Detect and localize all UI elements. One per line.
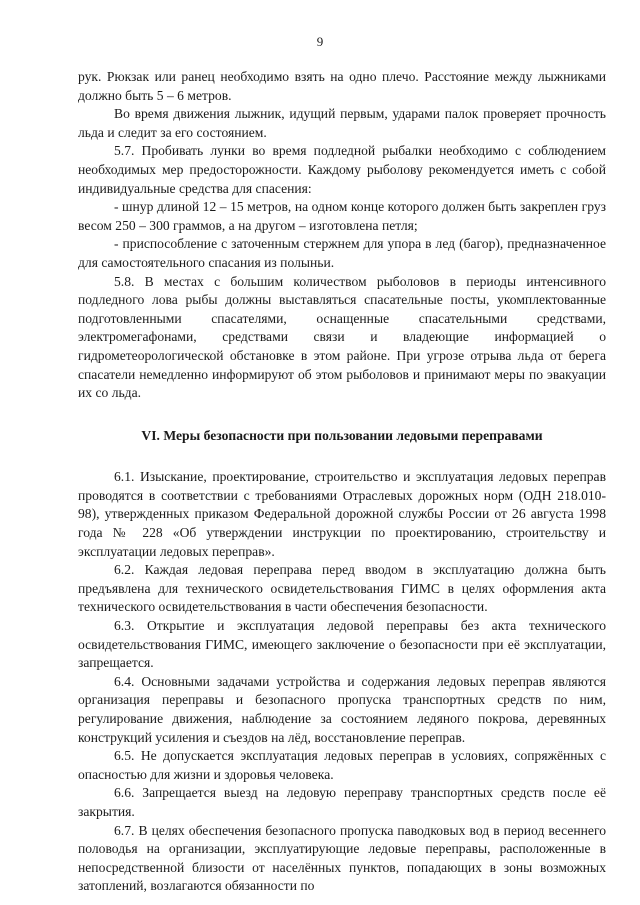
paragraph: 6.6. Запрещается выезд на ледовую переправу транспортных средств после её закрытия. (78, 785, 606, 819)
list-item: - приспособление с заточенным стержнем для упора в лед (багор), предназначенное для самостоятельного спасания из полыньи. (78, 236, 606, 270)
paragraph: 6.2. Каждая ледовая переправа перед вводом в эксплуатацию должна быть предъявлена для технического освидетельствования ГИМС в целях оформления акта технического освидетельствования в части обеспечения безопасности. (78, 562, 606, 615)
paragraph: 5.8. В местах с большим количеством рыболовов в периоды интенсивного подледного лова рыбы должны выставляться спасательные посты, укомплектованные подготовленными спасателями, оснащенные спасательными средствами, электромегафонами, средствами связи и владеющие информацией о гидрометеорологической обстановке в этом районе. При угрозе отрыва льда от берега спасатели немедленно информируют об этом рыболовов и принимают меры по эвакуации их со льда. (78, 273, 606, 401)
section-heading: VI. Меры безопасности при пользовании ледовыми переправами (141, 427, 543, 443)
paragraph: 6.3. Открытие и эксплуатация ледовой переправы без акта технического освидетельствования ГИМС, имеющего заключение о безопасности при её эксплуатации, запрещается. (78, 618, 606, 671)
page-number: 9 (316, 34, 324, 49)
paragraph: 6.5. Не допускается эксплуатация ледовых переправ в условиях, сопряжённых с опасностью для жизни и здоровья человека. (78, 748, 606, 782)
paragraph: 5.7. Пробивать лунки во время подледной рыбалки необходимо с соблюдением необходимых мер предосторожности. Каждому рыболову рекомендуется иметь с собой индивидуальные средства для спасения: (78, 143, 606, 196)
paragraph: рук. Рюкзак или ранец необходимо взять на одно плечо. Расстояние между лыжниками должно быть 5 – 6 метров. (78, 69, 606, 103)
paragraph: 6.1. Изыскание, проектирование, строительство и эксплуатация ледовых переправ проводятся в соответствии с требованиями Отраслевых дорожных норм (ОДН 218.010-98), утвержденных приказом Федеральной дорожной службы России от 26 августа 1998 года № 228 «Об утверждении инструкции по проектированию, строительству и эксплуатации ледовых переправ». (78, 469, 606, 559)
paragraph: 6.7. В целях обеспечения безопасного пропуска паводковых вод в период весеннего половодья на организации, эксплуатирующие ледовые переправы, расположенные в непосредственной близости от населённых пунктов, попадающих в зоны возможных затоплений, возлагаются обязанности по (78, 822, 606, 894)
paragraph: 6.4. Основными задачами устройства и содержания ледовых переправ являются организация переправы и безопасного пропуска транспортных средств по ним, регулирование движения, наблюдение за состоянием ледяного покрова, деревянных конструкций усиления и съездов на лёд, восстановление переправ. (78, 673, 606, 745)
paragraph: Во время движения лыжник, идущий первым, ударами палок проверяет прочность льда и следит за его состоянием. (78, 106, 606, 140)
document-body (78, 68, 606, 896)
list-item: - шнур длиной 12 – 15 метров, на одном конце которого должен быть закреплен груз весом 250 – 300 граммов, а на другом – изготовлена петля; (78, 199, 606, 233)
